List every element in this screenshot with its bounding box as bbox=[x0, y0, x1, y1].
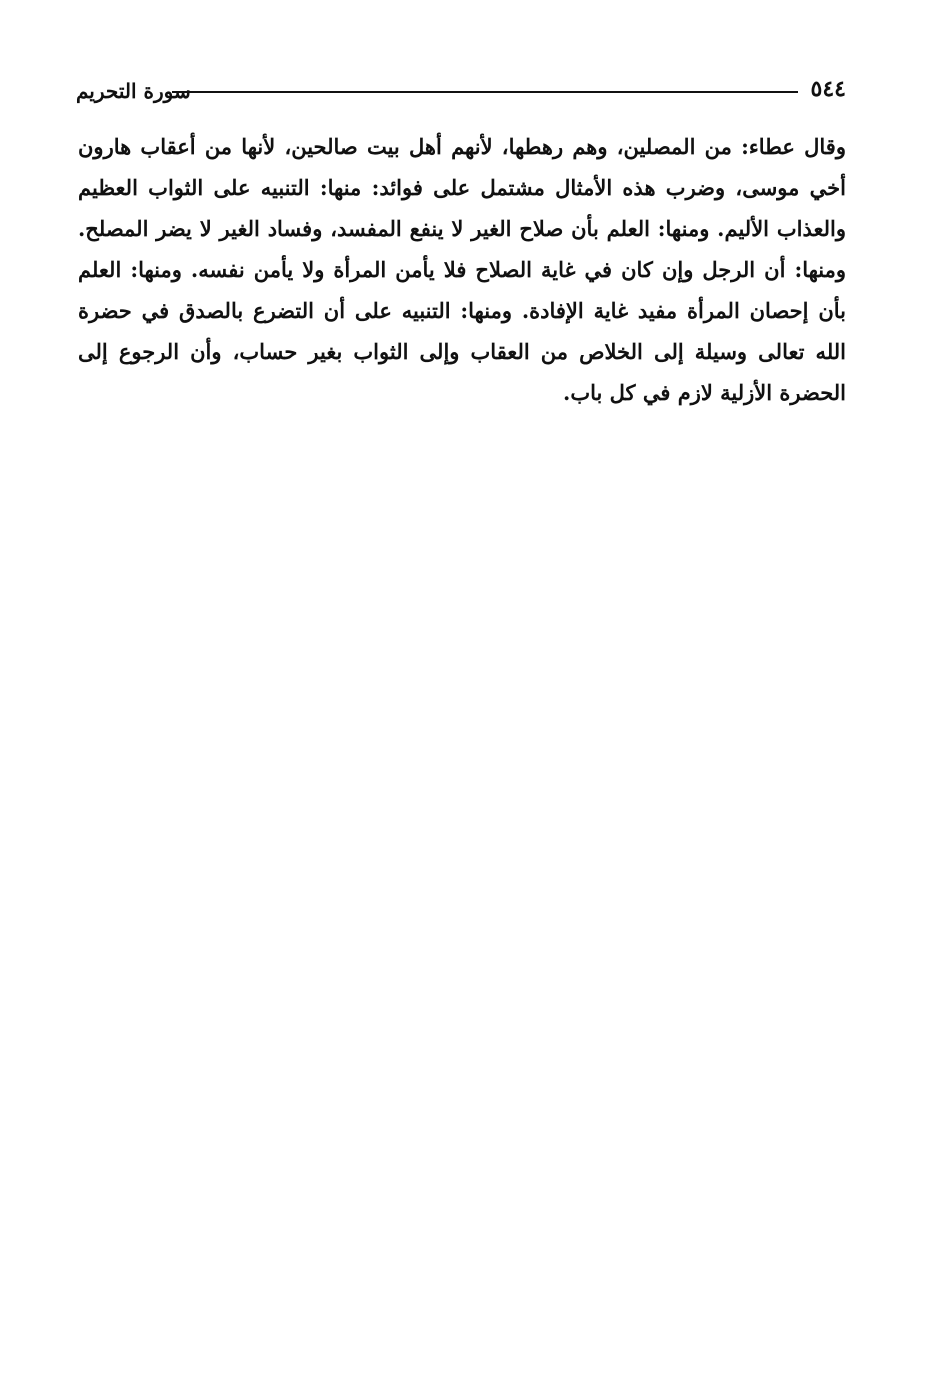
page-number: ٥٤٤ bbox=[810, 76, 846, 102]
header-rule bbox=[172, 91, 798, 93]
body-text bbox=[78, 126, 846, 413]
surah-title: سورة التحريم bbox=[76, 79, 191, 103]
body-paragraph: وقال عطاء: من المصلين، وهم رهطها، لأنهم أهل بيت صالحين، لأنها من أعقاب هارون أخي موسى، وضرب هذه الأمثال مشتمل على فوائد: منها: التنبيه على الثواب العظيم والعذاب الأليم. ومنها: العلم بأن صلاح الغير لا ينفع المفسد، وفساد الغير لا يضر المصلح. ومنها: أن الرجل وإن كان في غاية الصلاح فلا يأمن المرأة ولا يأمن نفسه. ومنها: العلم بأن إحصان المرأة مفيد غاية الإفادة. ومنها: التنبيه على أن التضرع بالصدق في حضرة الله تعالى وسيلة إلى الخلاص من العقاب وإلى الثواب بغير حساب، وأن الرجوع إلى الحضرة الأزلية لازم في كل باب. bbox=[78, 134, 846, 405]
page-header bbox=[76, 74, 846, 108]
